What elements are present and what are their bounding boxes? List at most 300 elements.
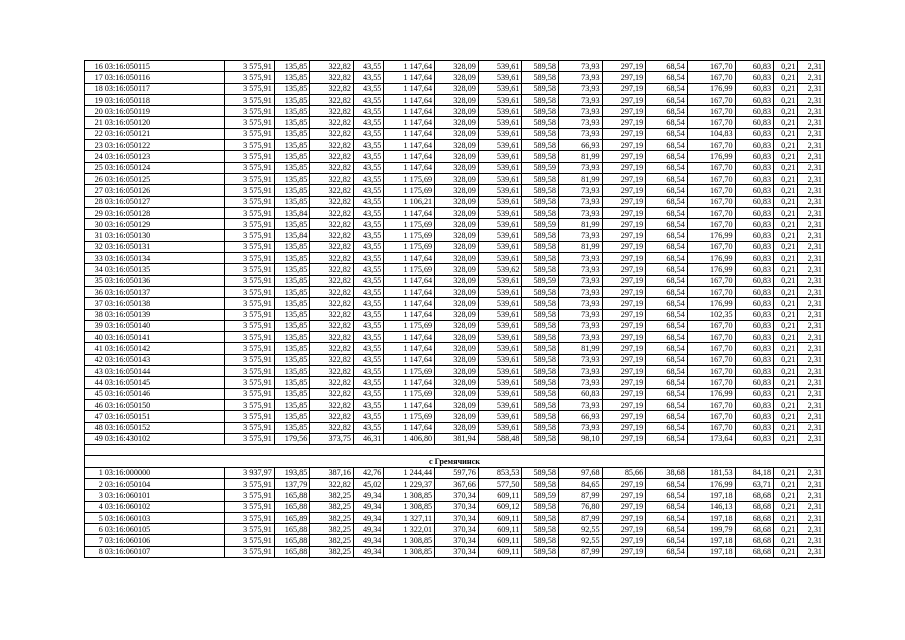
table-cell: 3 575,91 <box>225 298 275 309</box>
table-cell: 0,21 <box>774 467 798 478</box>
row-number: 38 <box>85 309 104 320</box>
table-cell: 370,34 <box>435 535 479 546</box>
table-cell: 297,19 <box>602 286 646 297</box>
table-cell: 589,58 <box>522 411 559 422</box>
table-cell: 328,09 <box>435 354 479 365</box>
table-cell: 589,58 <box>522 173 559 184</box>
table-cell: 68,68 <box>735 501 774 512</box>
table-cell: 3 575,91 <box>225 106 275 117</box>
table-cell: 73,93 <box>558 298 602 309</box>
table-cell: 3 575,91 <box>225 140 275 151</box>
table-cell: 297,19 <box>602 377 646 388</box>
table-row <box>85 241 825 252</box>
table-row <box>85 61 825 72</box>
table-cell: 589,58 <box>522 117 559 128</box>
table-cell: 73,93 <box>558 309 602 320</box>
table-cell: 370,34 <box>435 524 479 535</box>
row-number: 29 <box>85 207 104 218</box>
table-cell: 68,54 <box>646 94 688 105</box>
table-cell: 539,61 <box>478 94 522 105</box>
table-cell: 73,93 <box>558 72 602 83</box>
table-cell: 382,25 <box>310 524 354 535</box>
table-row <box>85 422 825 433</box>
table-cell: 1 229,37 <box>384 478 435 489</box>
table-cell: 68,68 <box>735 535 774 546</box>
cadastral-code: 03:16:050125 <box>104 173 225 184</box>
table-cell: 3 575,91 <box>225 196 275 207</box>
cadastral-code: 03:16:050128 <box>104 207 225 218</box>
table-cell: 60,83 <box>735 151 774 162</box>
table-cell: 297,19 <box>602 354 646 365</box>
cadastral-code: 03:16:050119 <box>104 106 225 117</box>
row-number: 48 <box>85 422 104 433</box>
table-cell: 387,16 <box>310 467 354 478</box>
row-number: 27 <box>85 185 104 196</box>
table-cell: 60,83 <box>735 185 774 196</box>
table-cell: 60,83 <box>735 241 774 252</box>
table-cell: 60,83 <box>735 94 774 105</box>
row-number: 44 <box>85 377 104 388</box>
table-cell: 68,54 <box>646 320 688 331</box>
table-cell: 3 575,91 <box>225 173 275 184</box>
table-cell: 1 244,44 <box>384 467 435 478</box>
table-cell: 373,75 <box>310 433 354 444</box>
table-cell: 68,54 <box>646 61 688 72</box>
table-cell: 1 147,64 <box>384 253 435 264</box>
table-cell: 68,54 <box>646 478 688 489</box>
table-cell: 43,55 <box>353 411 383 422</box>
table-cell: 589,58 <box>522 501 559 512</box>
table-cell: 60,83 <box>735 320 774 331</box>
row-number: 30 <box>85 219 104 230</box>
table-cell: 1 322,01 <box>384 524 435 535</box>
table-cell: 43,55 <box>353 151 383 162</box>
table-cell: 539,61 <box>478 343 522 354</box>
table-cell: 167,70 <box>687 241 735 252</box>
table-cell: 49,34 <box>353 512 383 523</box>
table-cell: 49,34 <box>353 524 383 535</box>
table-cell: 1 175,69 <box>384 320 435 331</box>
table-cell: 92,55 <box>558 524 602 535</box>
row-number: 40 <box>85 332 104 343</box>
table-cell: 1 147,64 <box>384 61 435 72</box>
table-cell: 2,31 <box>798 422 825 433</box>
table-cell: 589,58 <box>522 128 559 139</box>
table-cell: 43,55 <box>353 422 383 433</box>
table-cell: 176,99 <box>687 264 735 275</box>
table-cell: 1 406,80 <box>384 433 435 444</box>
table-cell: 539,61 <box>478 253 522 264</box>
table-cell: 73,93 <box>558 128 602 139</box>
table-cell: 0,21 <box>774 61 798 72</box>
table-cell: 0,21 <box>774 377 798 388</box>
table-row <box>85 219 825 230</box>
table-cell: 68,54 <box>646 185 688 196</box>
cadastral-code: 03:16:050144 <box>104 366 225 377</box>
table-cell: 328,09 <box>435 162 479 173</box>
table-cell: 60,83 <box>735 207 774 218</box>
table-cell: 0,21 <box>774 207 798 218</box>
cadastral-code: 03:16:050135 <box>104 264 225 275</box>
table-cell: 328,09 <box>435 151 479 162</box>
table-cell: 60,83 <box>735 309 774 320</box>
table-cell: 1 147,64 <box>384 377 435 388</box>
table-cell: 589,58 <box>522 207 559 218</box>
table-row <box>85 173 825 184</box>
table-cell: 2,31 <box>798 241 825 252</box>
table-cell: 3 575,91 <box>225 185 275 196</box>
table-cell: 370,34 <box>435 512 479 523</box>
table-cell: 135,85 <box>274 377 310 388</box>
table-cell: 328,09 <box>435 411 479 422</box>
table-cell: 167,70 <box>687 399 735 410</box>
table-cell: 43,55 <box>353 117 383 128</box>
table-cell: 539,61 <box>478 106 522 117</box>
table-cell: 297,19 <box>602 399 646 410</box>
table-cell: 589,58 <box>522 151 559 162</box>
table-cell: 43,55 <box>353 83 383 94</box>
row-number: 35 <box>85 275 104 286</box>
table-cell: 0,21 <box>774 151 798 162</box>
table-row <box>85 275 825 286</box>
table-cell: 73,93 <box>558 185 602 196</box>
cadastral-code: 03:16:050150 <box>104 399 225 410</box>
table-cell: 0,21 <box>774 230 798 241</box>
table-cell: 43,55 <box>353 72 383 83</box>
table-cell: 43,55 <box>353 377 383 388</box>
table-cell: 43,55 <box>353 106 383 117</box>
table-cell: 322,82 <box>310 230 354 241</box>
table-cell: 589,58 <box>522 320 559 331</box>
table-cell: 43,55 <box>353 332 383 343</box>
table-cell: 167,70 <box>687 162 735 173</box>
row-number: 18 <box>85 83 104 94</box>
table-cell: 135,85 <box>274 72 310 83</box>
cadastral-code: 03:16:050136 <box>104 275 225 286</box>
table-cell: 297,19 <box>602 219 646 230</box>
table-cell: 60,83 <box>735 230 774 241</box>
table-row <box>85 140 825 151</box>
table-cell: 165,88 <box>274 490 310 501</box>
table-cell: 322,82 <box>310 298 354 309</box>
cadastral-code: 03:16:050137 <box>104 286 225 297</box>
table-cell: 68,54 <box>646 72 688 83</box>
table-cell: 43,55 <box>353 241 383 252</box>
table-cell: 167,70 <box>687 196 735 207</box>
table-cell: 167,70 <box>687 61 735 72</box>
row-number: 43 <box>85 366 104 377</box>
table-cell: 539,61 <box>478 230 522 241</box>
table-cell: 68,54 <box>646 377 688 388</box>
table-cell: 60,83 <box>735 411 774 422</box>
table-cell: 0,21 <box>774 490 798 501</box>
table-cell: 43,55 <box>353 275 383 286</box>
table-cell: 328,09 <box>435 128 479 139</box>
table-cell: 297,19 <box>602 117 646 128</box>
table-cell: 370,34 <box>435 501 479 512</box>
table-cell: 0,21 <box>774 399 798 410</box>
table-cell: 60,83 <box>735 140 774 151</box>
table-cell: 2,31 <box>798 411 825 422</box>
table-cell: 382,25 <box>310 512 354 523</box>
table-cell: 589,58 <box>522 377 559 388</box>
table-cell: 167,70 <box>687 332 735 343</box>
table-cell: 1 147,64 <box>384 83 435 94</box>
table-cell: 539,61 <box>478 366 522 377</box>
table-cell: 3 575,91 <box>225 490 275 501</box>
table-cell: 3 575,91 <box>225 399 275 410</box>
table-cell: 38,68 <box>646 467 688 478</box>
table-cell: 2,31 <box>798 546 825 557</box>
table-cell: 2,31 <box>798 83 825 94</box>
cadastral-code: 03:16:050122 <box>104 140 225 151</box>
table-cell: 135,84 <box>274 207 310 218</box>
table-cell: 165,88 <box>274 524 310 535</box>
table-cell: 176,99 <box>687 298 735 309</box>
table-cell: 60,83 <box>735 61 774 72</box>
table-cell: 60,83 <box>735 332 774 343</box>
table-cell: 539,61 <box>478 411 522 422</box>
table-cell: 135,85 <box>274 309 310 320</box>
table-cell: 297,19 <box>602 422 646 433</box>
table-cell: 328,09 <box>435 253 479 264</box>
table-row <box>85 83 825 94</box>
table-cell: 609,11 <box>478 535 522 546</box>
table-cell: 0,21 <box>774 343 798 354</box>
table-cell: 1 308,85 <box>384 501 435 512</box>
table-cell: 322,82 <box>310 264 354 275</box>
cadastral-code: 03:16:050141 <box>104 332 225 343</box>
table-cell: 43,55 <box>353 320 383 331</box>
table-cell: 3 575,91 <box>225 83 275 94</box>
table-cell: 0,21 <box>774 309 798 320</box>
table-cell: 1 308,85 <box>384 535 435 546</box>
table-cell: 60,83 <box>735 388 774 399</box>
table-cell: 1 147,64 <box>384 106 435 117</box>
row-number: 7 <box>85 535 104 546</box>
table-row <box>85 253 825 264</box>
cadastral-code: 03:16:050134 <box>104 253 225 264</box>
table-cell: 382,25 <box>310 501 354 512</box>
table-cell: 68,54 <box>646 117 688 128</box>
table-cell: 0,21 <box>774 298 798 309</box>
table-cell: 539,61 <box>478 241 522 252</box>
row-number: 41 <box>85 343 104 354</box>
table-cell: 297,19 <box>602 72 646 83</box>
table-cell: 0,21 <box>774 354 798 365</box>
table-cell: 46,31 <box>353 433 383 444</box>
table-cell: 328,09 <box>435 219 479 230</box>
table-cell: 322,82 <box>310 320 354 331</box>
cadastral-code: 03:16:050129 <box>104 219 225 230</box>
table-cell: 176,99 <box>687 151 735 162</box>
table-cell: 167,70 <box>687 411 735 422</box>
table-cell: 3 575,91 <box>225 207 275 218</box>
table-cell: 539,61 <box>478 320 522 331</box>
table-cell: 43,55 <box>353 140 383 151</box>
table-cell: 0,21 <box>774 72 798 83</box>
table-cell: 2,31 <box>798 61 825 72</box>
cadastral-code: 03:16:050146 <box>104 388 225 399</box>
table-cell: 135,85 <box>274 388 310 399</box>
row-number: 23 <box>85 140 104 151</box>
table-cell: 73,93 <box>558 422 602 433</box>
table-cell: 3 575,91 <box>225 253 275 264</box>
table-cell: 43,55 <box>353 185 383 196</box>
table-cell: 609,11 <box>478 524 522 535</box>
table-cell: 3 575,91 <box>225 219 275 230</box>
table-cell: 73,93 <box>558 286 602 297</box>
table-cell: 0,21 <box>774 83 798 94</box>
table-cell: 43,55 <box>353 196 383 207</box>
table-cell: 167,70 <box>687 377 735 388</box>
table-cell: 43,55 <box>353 94 383 105</box>
table-cell: 68,54 <box>646 546 688 557</box>
table-cell: 328,09 <box>435 366 479 377</box>
table-cell: 328,09 <box>435 320 479 331</box>
table-cell: 73,93 <box>558 399 602 410</box>
table-cell: 1 175,69 <box>384 411 435 422</box>
table-cell: 322,82 <box>310 332 354 343</box>
table-cell: 2,31 <box>798 230 825 241</box>
table-cell: 370,34 <box>435 546 479 557</box>
table-cell: 2,31 <box>798 162 825 173</box>
table-cell: 297,19 <box>602 275 646 286</box>
table-cell: 539,61 <box>478 128 522 139</box>
table-cell: 1 175,69 <box>384 185 435 196</box>
table-cell: 0,21 <box>774 433 798 444</box>
table-cell: 3 575,91 <box>225 478 275 489</box>
table-cell: 60,83 <box>735 253 774 264</box>
table-cell: 66,93 <box>558 140 602 151</box>
table-cell: 589,58 <box>522 309 559 320</box>
table-cell: 3 575,91 <box>225 72 275 83</box>
table-cell: 3 575,91 <box>225 433 275 444</box>
table-cell: 43,55 <box>353 207 383 218</box>
table-cell: 589,58 <box>522 422 559 433</box>
table-row <box>85 354 825 365</box>
table-cell: 3 575,91 <box>225 286 275 297</box>
row-number: 21 <box>85 117 104 128</box>
table-row <box>85 72 825 83</box>
cadastral-code: 03:16:050145 <box>104 377 225 388</box>
table-row <box>85 309 825 320</box>
blank-row <box>85 445 825 456</box>
table-cell: 328,09 <box>435 173 479 184</box>
table-cell: 1 147,64 <box>384 94 435 105</box>
table-cell: 588,48 <box>478 433 522 444</box>
table-cell: 589,58 <box>522 399 559 410</box>
table-cell: 539,61 <box>478 151 522 162</box>
table-cell: 2,31 <box>798 173 825 184</box>
table-cell: 3 575,91 <box>225 343 275 354</box>
table-cell: 2,31 <box>798 196 825 207</box>
table-cell: 135,84 <box>274 230 310 241</box>
table-cell: 167,70 <box>687 106 735 117</box>
table-row <box>85 343 825 354</box>
table-cell: 135,85 <box>274 140 310 151</box>
table-cell: 297,19 <box>602 94 646 105</box>
row-number: 22 <box>85 128 104 139</box>
table-cell: 297,19 <box>602 230 646 241</box>
table-row <box>85 320 825 331</box>
table-cell: 322,82 <box>310 162 354 173</box>
table-cell: 2,31 <box>798 512 825 523</box>
table-cell: 2,31 <box>798 106 825 117</box>
table-cell: 135,85 <box>274 411 310 422</box>
row-number: 17 <box>85 72 104 83</box>
table-cell: 3 575,91 <box>225 512 275 523</box>
table-cell: 60,83 <box>735 162 774 173</box>
table-cell: 176,99 <box>687 253 735 264</box>
table-cell: 1 175,69 <box>384 241 435 252</box>
table-cell: 73,93 <box>558 366 602 377</box>
cadastral-code: 03:16:050126 <box>104 185 225 196</box>
table-cell: 297,19 <box>602 298 646 309</box>
table-cell: 322,82 <box>310 94 354 105</box>
table-cell: 589,59 <box>522 162 559 173</box>
table-cell: 87,99 <box>558 490 602 501</box>
table-cell: 0,21 <box>774 264 798 275</box>
table-cell: 297,19 <box>602 411 646 422</box>
table-cell: 176,99 <box>687 230 735 241</box>
table-cell: 68,54 <box>646 298 688 309</box>
table-cell: 539,61 <box>478 399 522 410</box>
table-cell: 0,21 <box>774 253 798 264</box>
table-cell: 165,88 <box>274 535 310 546</box>
row-number: 37 <box>85 298 104 309</box>
cadastral-code: 03:16:430102 <box>104 433 225 444</box>
table-cell: 322,82 <box>310 117 354 128</box>
table-cell: 2,31 <box>798 377 825 388</box>
cadastral-code: 03:16:050130 <box>104 230 225 241</box>
table-row <box>85 501 825 512</box>
table-cell: 589,58 <box>522 298 559 309</box>
table-cell: 84,18 <box>735 467 774 478</box>
table-cell: 328,09 <box>435 343 479 354</box>
table-cell: 297,19 <box>602 332 646 343</box>
table-row <box>85 117 825 128</box>
table-cell: 68,54 <box>646 241 688 252</box>
cadastral-code: 03:16:060106 <box>104 535 225 546</box>
table-cell: 73,93 <box>558 207 602 218</box>
table-row <box>85 490 825 501</box>
table-cell: 1 175,69 <box>384 173 435 184</box>
table-cell: 539,62 <box>478 264 522 275</box>
table-cell: 3 575,91 <box>225 241 275 252</box>
table-cell: 597,76 <box>435 467 479 478</box>
table-cell: 135,85 <box>274 264 310 275</box>
table-cell: 589,58 <box>522 140 559 151</box>
table-cell: 43,55 <box>353 253 383 264</box>
table-cell: 1 147,64 <box>384 207 435 218</box>
table-cell: 60,83 <box>735 83 774 94</box>
row-number: 31 <box>85 230 104 241</box>
table-row <box>85 298 825 309</box>
table-cell: 84,65 <box>558 478 602 489</box>
table-cell: 539,61 <box>478 354 522 365</box>
table-cell: 43,55 <box>353 128 383 139</box>
table-cell: 146,13 <box>687 501 735 512</box>
table-cell: 0,21 <box>774 94 798 105</box>
table-cell: 0,21 <box>774 546 798 557</box>
table-cell: 297,19 <box>602 366 646 377</box>
cadastral-code: 03:16:050123 <box>104 151 225 162</box>
table-cell: 167,70 <box>687 366 735 377</box>
table-cell: 68,54 <box>646 151 688 162</box>
table-cell: 0,21 <box>774 185 798 196</box>
table-cell: 43,55 <box>353 286 383 297</box>
